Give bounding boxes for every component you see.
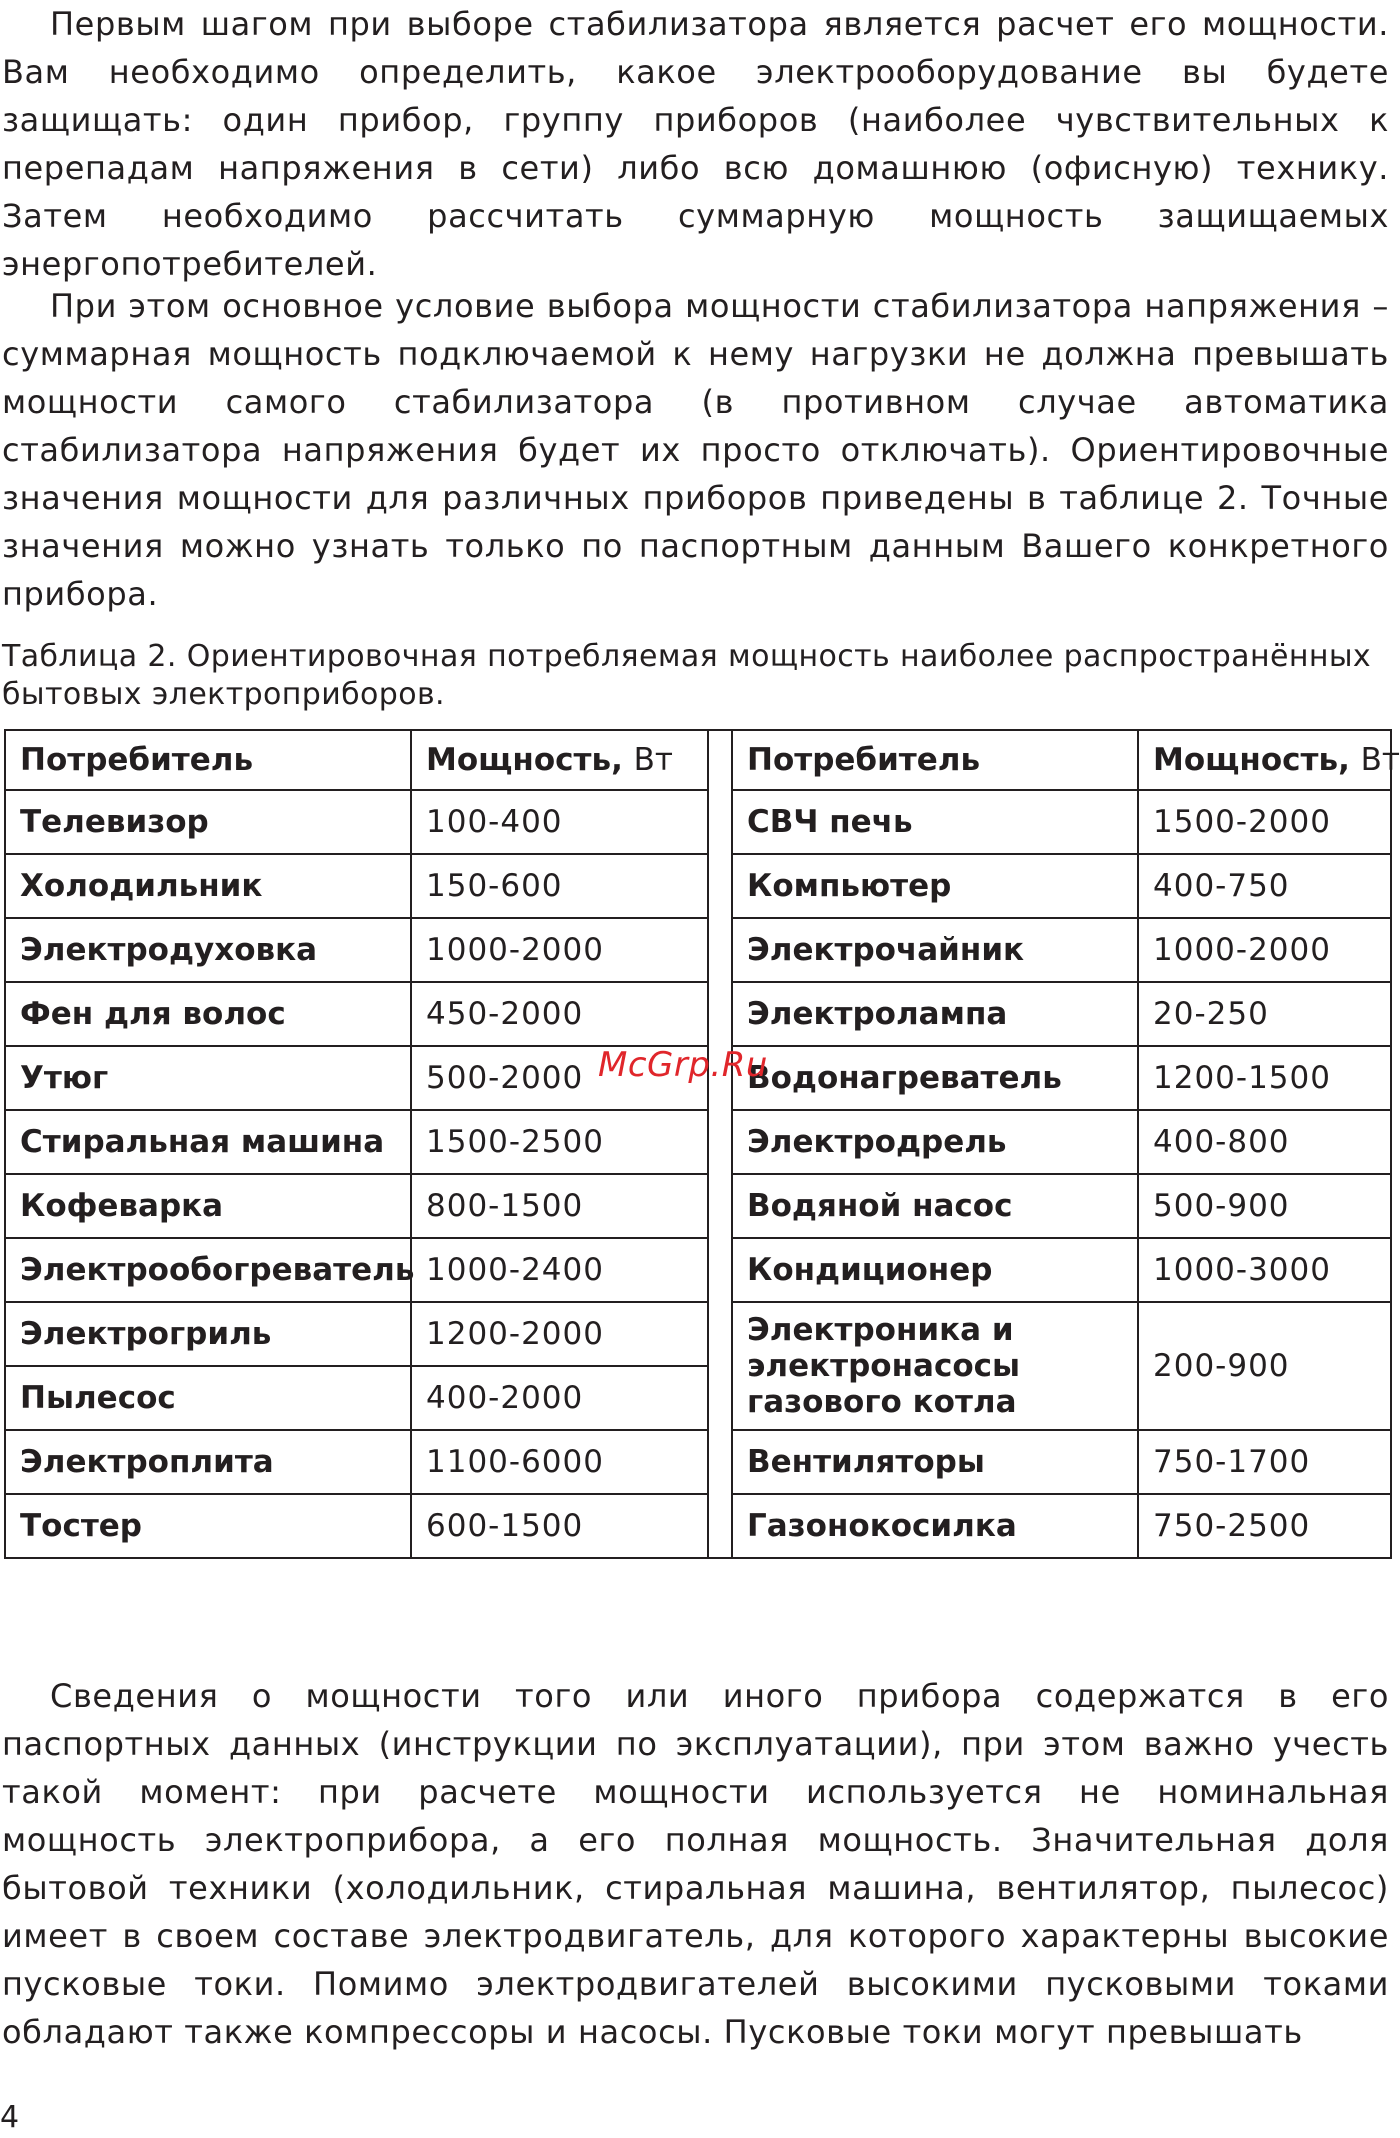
header-consumer-right: Потребитель [732,730,1138,790]
power-value: 1500-2500 [411,1110,708,1174]
consumer-name: Электроплита [5,1430,411,1494]
power-value: 1000-2400 [411,1238,708,1302]
power-value: 20-250 [1138,982,1391,1046]
consumer-name: Тостер [5,1494,411,1558]
power-value: 400-800 [1138,1110,1391,1174]
consumer-name: Электроника и электронасосы газового котла [732,1302,1138,1430]
header-power-right [1138,730,1400,790]
consumer-name: Водонагреватель [732,1046,1138,1110]
power-value: 450-2000 [411,982,708,1046]
table-row [5,1238,1391,1302]
table-row [5,790,1391,854]
power-value: 500-2000 [411,1046,708,1110]
power-value: 1100-6000 [411,1430,708,1494]
table-caption: Таблица 2. Ориентировочная потребляемая мощность наиболее распространённых бытовых электроприборов. [2,639,1372,712]
consumer-name: Утюг [5,1046,411,1110]
consumer-name: Водяной насос [732,1174,1138,1238]
header-power-unit: Вт [633,742,673,778]
table-row [5,1174,1391,1238]
consumer-name: Телевизор [5,790,411,854]
power-value: 1500-2000 [1138,790,1391,854]
power-value: 750-1700 [1138,1430,1391,1494]
watermark: McGrp.Ru [598,1045,768,1085]
power-value: 200-900 [1138,1302,1391,1430]
consumer-name: Электролампа [732,982,1138,1046]
paragraph-3: Сведения о мощности того или иного прибора содержатся в его паспортных данных (инструкции по эксплуатации), при этом важно учесть такой момент: при расчете мощности используется не номинальная мощность электроприбора, а его полная мощность. Значительная доля бытовой техники (холодильник, стиральная машина, вентилятор, пылесос) имеет в своем составе электродвигатель, для которого характерны высокие пусковые токи. Помимо электродвигателей высокими пусковыми токами обладают также компрессоры и насосы. Пусковые токи могут превышать [2,1677,1389,2051]
power-value: 100-400 [411,790,708,854]
consumer-name: Компьютер [732,854,1138,918]
power-value: 1000-3000 [1138,1238,1391,1302]
header-power-label: Мощность, [1153,742,1350,778]
consumer-name: Кондиционер [732,1238,1138,1302]
power-value: 1200-1500 [1138,1046,1391,1110]
consumer-name: Холодильник [5,854,411,918]
power-value: 1000-2000 [411,918,708,982]
paragraph-2: При этом основное условие выбора мощности стабилизатора напряжения – суммарная мощность подключаемой к нему нагрузки не должна превышать мощности самого стабилизатора (в противном случае автоматика стабилизатора напряжения будет их просто отключать). Ориентировочные значения мощности для различных приборов приведены в таблице 2. Точные значения можно узнать только по паспортным данным Вашего конкретного прибора. [2,287,1389,613]
power-value: 150-600 [411,854,708,918]
table-row [5,1302,1391,1366]
power-table [4,729,1400,1559]
consumer-name: Электрообогреватель [5,1238,411,1302]
table-row [5,1494,1391,1558]
header-consumer-left: Потребитель [5,730,411,790]
consumer-name: Электродуховка [5,918,411,982]
table-row [5,854,1391,918]
header-power-left [411,730,708,790]
consumer-name: Электрогриль [5,1302,411,1366]
consumer-name: Кофеварка [5,1174,411,1238]
consumer-name: Электрочайник [732,918,1138,982]
table-row [5,1110,1391,1174]
consumer-name: Стиральная машина [5,1110,411,1174]
table-row [5,1430,1391,1494]
power-value: 400-750 [1138,854,1391,918]
consumer-name: Пылесос [5,1366,411,1430]
table-header-row [5,730,1391,790]
paragraph-1: Первым шагом при выборе стабилизатора является расчет его мощности. Вам необходимо определить, какое электрооборудование вы будете защищать: один прибор, группу приборов (наиболее чувствительных к перепадам напряжения в сети) либо всю домашнюю (офисную) технику. Затем необходимо рассчитать суммарную мощность защищаемых энергопотребителей. [2,5,1389,283]
column-gap [708,730,732,1558]
table-row [5,982,1391,1046]
power-value: 1000-2000 [1138,918,1391,982]
consumer-name: Электродрель [732,1110,1138,1174]
consumer-name: Фен для волос [5,982,411,1046]
consumer-name: Газонокосилка [732,1494,1138,1558]
consumer-name: СВЧ печь [732,790,1138,854]
power-value: 600-1500 [411,1494,708,1558]
page-number: 4 [0,2100,20,2135]
power-value: 500-900 [1138,1174,1391,1238]
header-power-unit: Вт [1360,742,1400,778]
header-power-label: Мощность, [426,742,623,778]
power-value: 400-2000 [411,1366,708,1430]
power-value: 750-2500 [1138,1494,1391,1558]
consumer-name: Вентиляторы [732,1430,1138,1494]
table-row [5,918,1391,982]
power-value: 1200-2000 [411,1302,708,1366]
power-value: 800-1500 [411,1174,708,1238]
